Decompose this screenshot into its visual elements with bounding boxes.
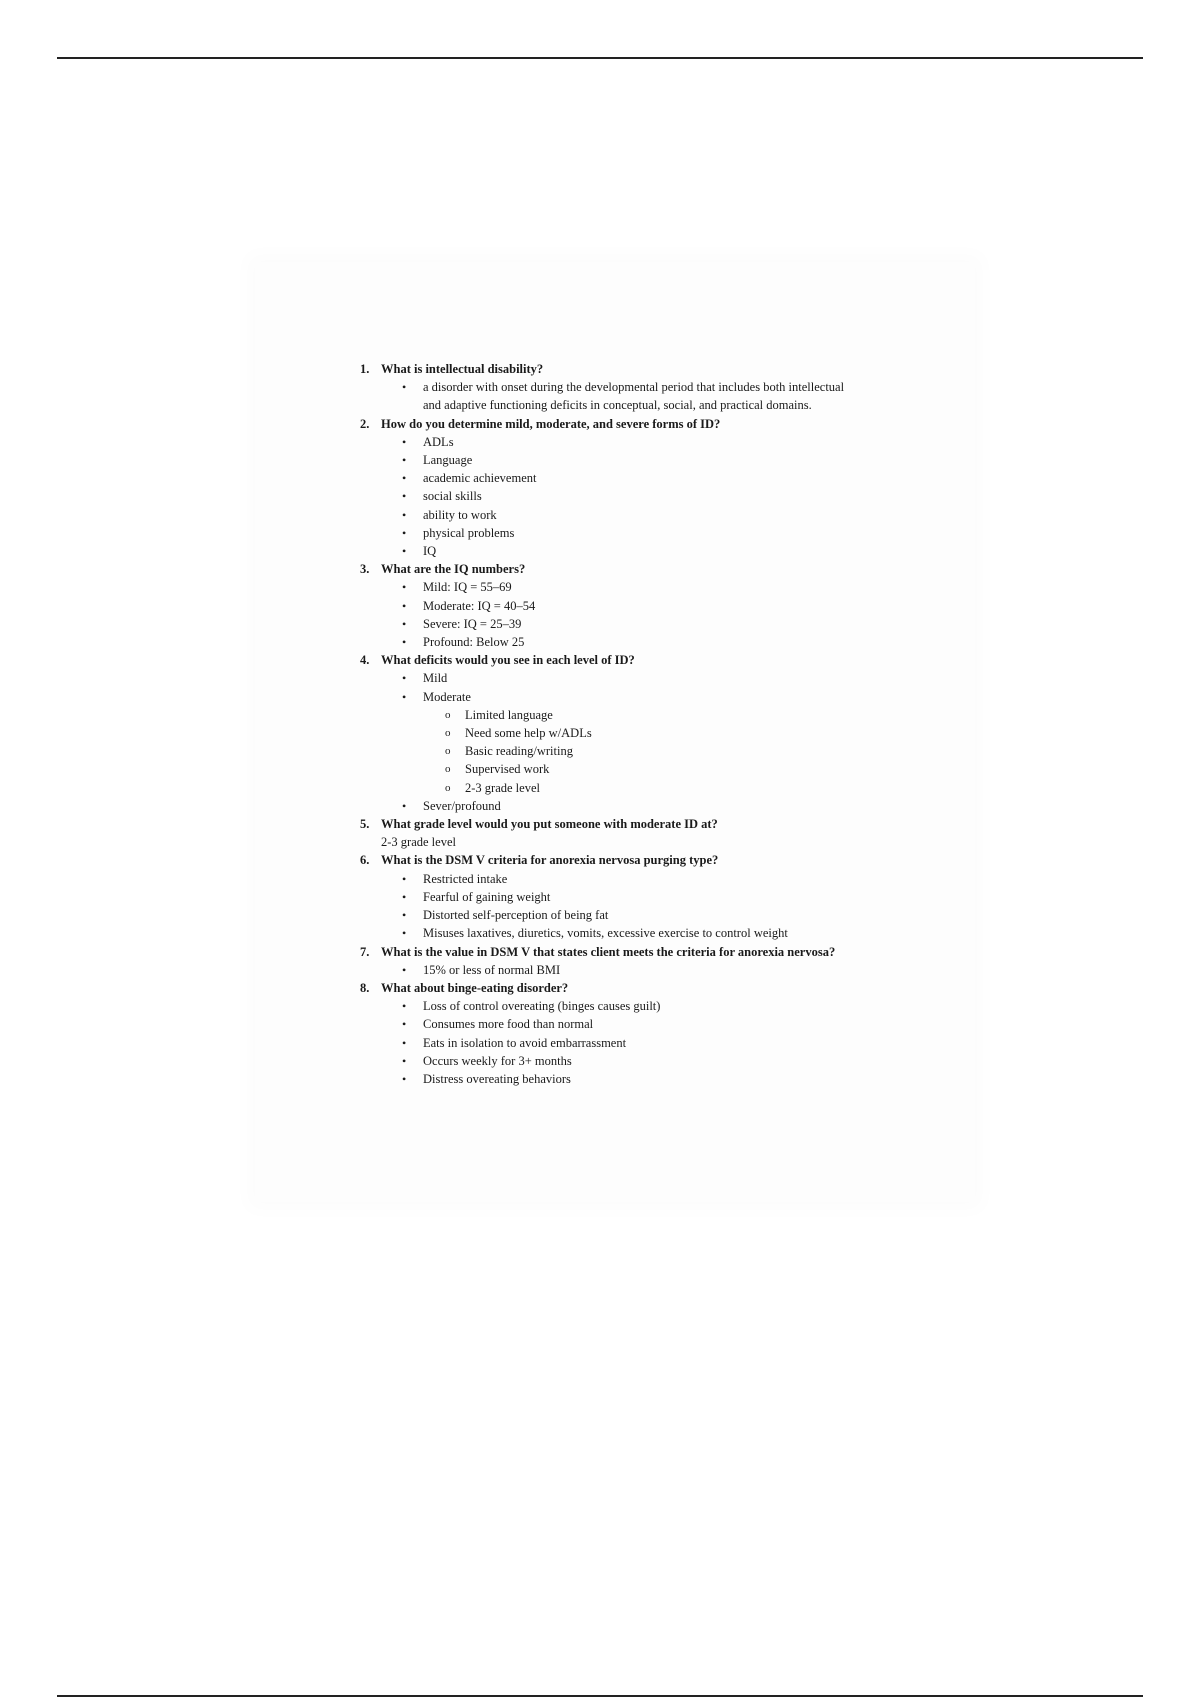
bullet-icon: • xyxy=(402,962,407,977)
bullet-icon: • xyxy=(402,908,407,923)
list-item-text: Fearful of gaining weight xyxy=(423,889,551,904)
bullet-icon: • xyxy=(402,471,407,486)
question-3 xyxy=(360,560,900,578)
bullet-icon: • xyxy=(402,598,407,613)
answer-list-4 xyxy=(360,669,900,815)
list-item-text: Language xyxy=(423,453,473,468)
sub-list-item-text: Basic reading/writing xyxy=(465,744,573,759)
bullet-icon: • xyxy=(402,635,407,650)
question-text: What deficits would you see in each level of ID? xyxy=(381,653,635,668)
list-item-text: Distorted self-perception of being fat xyxy=(423,908,609,923)
list-item xyxy=(402,797,900,815)
list-item xyxy=(402,469,900,487)
list-item xyxy=(402,451,900,469)
question-8 xyxy=(360,979,900,997)
list-item xyxy=(402,524,900,542)
circle-bullet-icon: o xyxy=(445,745,451,758)
list-item xyxy=(402,378,863,414)
sub-list-item-text: Need some help w/ADLs xyxy=(465,726,592,741)
list-item xyxy=(402,633,900,651)
bullet-icon: • xyxy=(402,616,407,631)
list-item-text: academic achievement xyxy=(423,471,537,486)
list-item xyxy=(402,669,900,687)
question-text: How do you determine mild, moderate, and severe forms of ID? xyxy=(381,416,721,431)
list-item xyxy=(402,597,900,615)
list-item xyxy=(402,506,900,524)
sub-list-item xyxy=(445,706,900,724)
sub-list-item xyxy=(445,779,900,797)
list-item xyxy=(402,924,900,942)
bullet-icon: • xyxy=(402,689,407,704)
question-2 xyxy=(360,415,900,433)
sub-list-item xyxy=(445,742,900,760)
list-item xyxy=(402,433,900,451)
list-item-text: Misuses laxatives, diuretics, vomits, excessive exercise to control weight xyxy=(423,926,788,941)
bullet-icon: • xyxy=(402,489,407,504)
bullet-icon: • xyxy=(402,525,407,540)
answer-list-6 xyxy=(360,870,900,943)
bullet-icon: • xyxy=(402,434,407,449)
list-item-text: Loss of control overeating (binges causes guilt) xyxy=(423,999,661,1014)
list-item-text: Occurs weekly for 3+ months xyxy=(423,1053,572,1068)
bullet-icon: • xyxy=(402,453,407,468)
bottom-rule xyxy=(57,1695,1143,1697)
question-6 xyxy=(360,851,900,869)
bullet-icon: • xyxy=(402,1053,407,1068)
answer-list-7 xyxy=(360,961,900,979)
list-item xyxy=(402,1034,900,1052)
list-item-text: social skills xyxy=(423,489,482,504)
bullet-icon: • xyxy=(402,580,407,595)
list-item xyxy=(402,1015,900,1033)
bullet-icon: • xyxy=(402,1071,407,1086)
sub-list-item xyxy=(445,760,900,778)
list-item-text: physical problems xyxy=(423,525,515,540)
list-item xyxy=(402,542,900,560)
question-4 xyxy=(360,651,900,669)
sub-list-item-text: Limited language xyxy=(465,707,553,722)
list-item xyxy=(402,870,900,888)
sub-list xyxy=(423,706,900,797)
question-number: 7. xyxy=(360,944,370,959)
circle-bullet-icon: o xyxy=(445,708,451,721)
list-item xyxy=(402,1052,900,1070)
question-number: 6. xyxy=(360,853,370,868)
question-text: What grade level would you put someone with moderate ID at? xyxy=(381,817,718,832)
question-1 xyxy=(360,360,900,378)
list-item-text: Distress overeating behaviors xyxy=(423,1071,571,1086)
bullet-icon: • xyxy=(402,544,407,559)
top-rule xyxy=(57,57,1143,59)
question-number: 4. xyxy=(360,653,370,668)
sub-list-item-text: 2-3 grade level xyxy=(465,780,540,795)
bullet-icon: • xyxy=(402,889,407,904)
list-item xyxy=(402,961,900,979)
list-item-text: ability to work xyxy=(423,507,497,522)
question-number: 5. xyxy=(360,817,370,832)
list-item xyxy=(402,578,900,596)
sub-list-item-text: Supervised work xyxy=(465,762,550,777)
list-item-text: Severe: IQ = 25–39 xyxy=(423,616,522,631)
list-item-text: Restricted intake xyxy=(423,871,508,886)
list-item xyxy=(402,997,900,1015)
question-number: 1. xyxy=(360,362,370,376)
circle-bullet-icon: o xyxy=(445,763,451,776)
question-5 xyxy=(360,815,900,833)
list-item-text: a disorder with onset during the developmental period that includes both intellectual and adaptive functioning deficits in conceptual, social, and practical domains. xyxy=(423,380,845,413)
list-item xyxy=(402,688,900,797)
question-text: What is intellectual disability? xyxy=(381,362,544,376)
question-7 xyxy=(360,943,851,961)
question-text: What is the DSM V criteria for anorexia nervosa purging type? xyxy=(381,853,719,868)
list-item-text: 15% or less of normal BMI xyxy=(423,962,561,977)
question-text: What is the value in DSM V that states client meets the criteria for anorexia nervosa? xyxy=(381,944,836,959)
list-item-text: Mild xyxy=(423,671,448,686)
sub-list-item xyxy=(445,724,900,742)
bullet-icon: • xyxy=(402,1017,407,1032)
document-content xyxy=(360,360,900,1088)
list-item xyxy=(402,615,900,633)
list-item-text: Mild: IQ = 55–69 xyxy=(423,580,512,595)
bullet-icon: • xyxy=(402,380,407,395)
question-number: 2. xyxy=(360,416,370,431)
question-text: What are the IQ numbers? xyxy=(381,562,526,577)
bullet-icon: • xyxy=(402,926,407,941)
answer-list-3 xyxy=(360,578,900,651)
list-item xyxy=(402,906,900,924)
list-item-text: Consumes more food than normal xyxy=(423,1017,594,1032)
bullet-icon: • xyxy=(402,507,407,522)
list-item xyxy=(402,487,900,505)
bullet-icon: • xyxy=(402,798,407,813)
answer-list-8 xyxy=(360,997,900,1088)
list-item-text: Eats in isolation to avoid embarrassment xyxy=(423,1035,627,1050)
bullet-icon: • xyxy=(402,871,407,886)
answer-text-5: 2-3 grade level xyxy=(381,835,456,850)
circle-bullet-icon: o xyxy=(445,781,451,794)
list-item-text: Sever/profound xyxy=(423,798,501,813)
answer-list-2 xyxy=(360,433,900,560)
list-item-text: Profound: Below 25 xyxy=(423,635,525,650)
bullet-icon: • xyxy=(402,671,407,686)
bullet-icon: • xyxy=(402,999,407,1014)
bullet-icon: • xyxy=(402,1035,407,1050)
question-text: What about binge-eating disorder? xyxy=(381,980,569,995)
list-item xyxy=(402,888,900,906)
circle-bullet-icon: o xyxy=(445,727,451,740)
list-item-text: Moderate: IQ = 40–54 xyxy=(423,598,536,613)
question-number: 8. xyxy=(360,980,370,995)
list-item-text: Moderate xyxy=(423,689,471,704)
list-item xyxy=(402,1070,900,1088)
question-number: 3. xyxy=(360,562,370,577)
list-item-text: IQ xyxy=(423,544,437,559)
list-item-text: ADLs xyxy=(423,434,454,449)
answer-list-1 xyxy=(360,378,900,414)
